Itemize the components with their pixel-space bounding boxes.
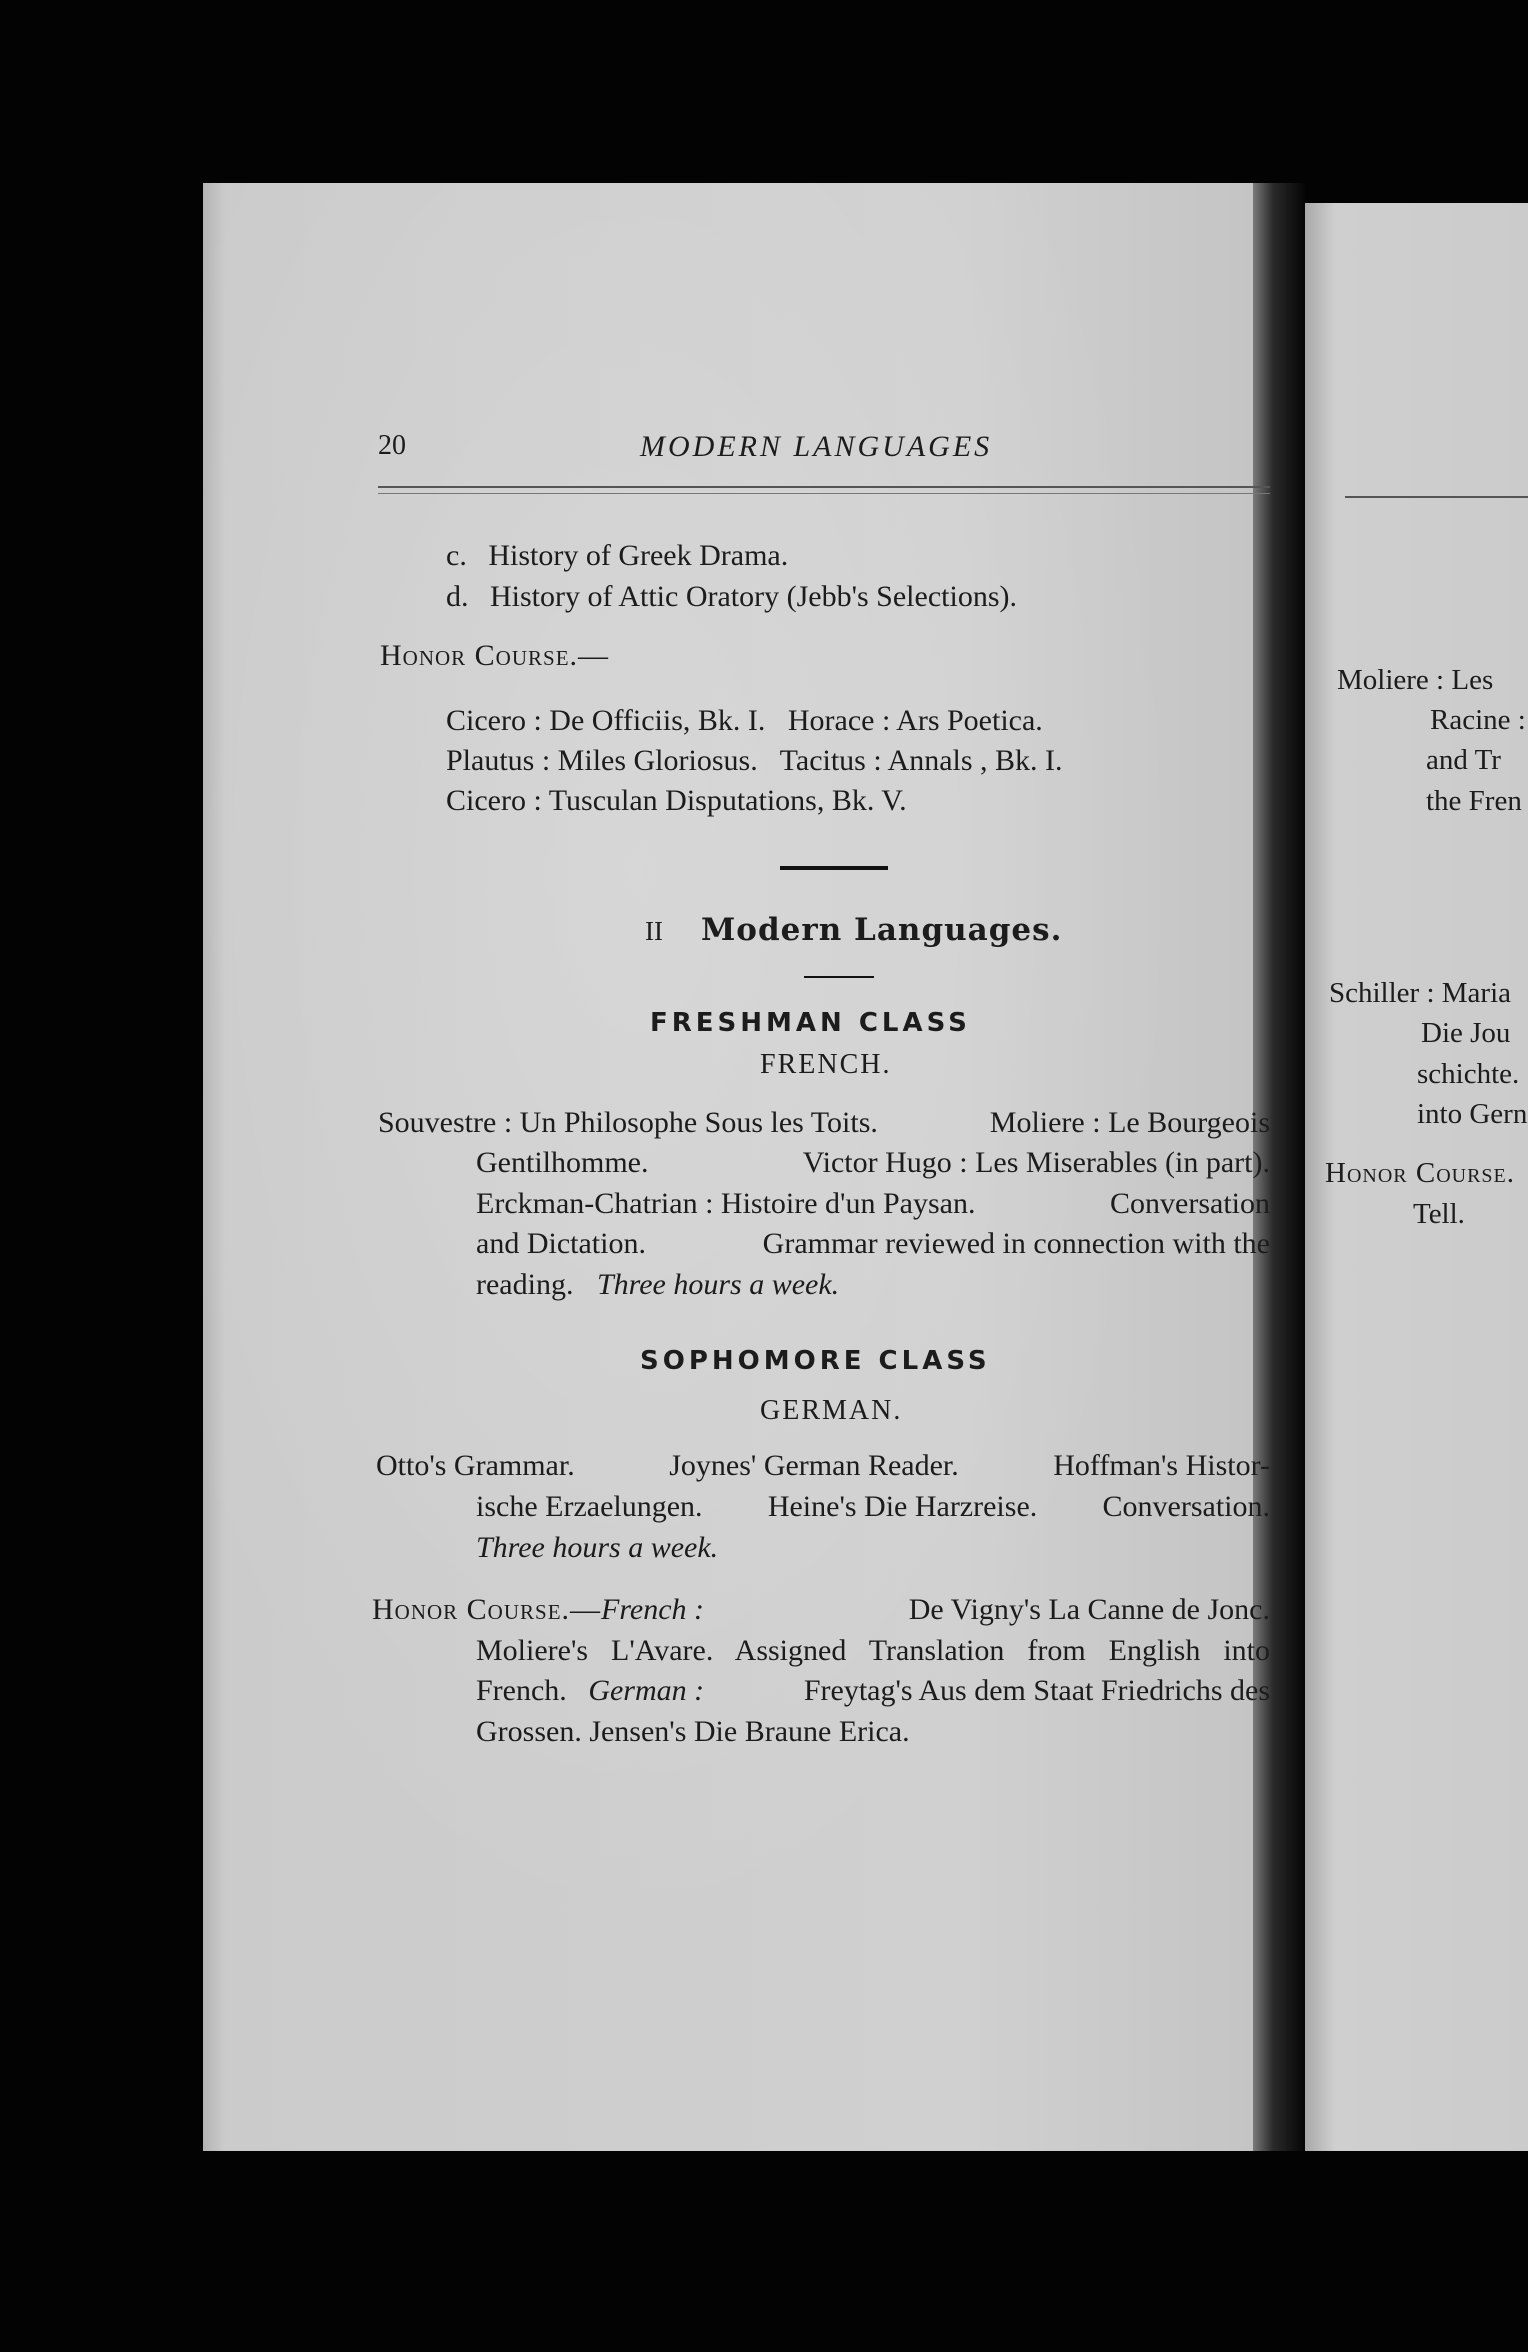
facing-line: into Gern: [1417, 1098, 1528, 1130]
hours-note: Three hours a week.: [476, 1531, 719, 1564]
facing-line: Tell.: [1413, 1198, 1465, 1230]
freshman-class-title: FRESHMAN CLASS: [650, 1008, 971, 1038]
list-item-d: [446, 582, 1017, 612]
facing-line: Schiller : Maria: [1329, 977, 1512, 1009]
section-title: Modern Languages.: [700, 912, 1063, 948]
section-heading: [645, 912, 1062, 948]
honor-course-label: Honor Course.—: [372, 1593, 602, 1626]
sophomore-language: GERMAN.: [760, 1395, 903, 1426]
list-text: History of Attic Oratory (Jebb's Selections).: [490, 580, 1017, 613]
facing-line: Die Jou: [1421, 1017, 1511, 1049]
list-item-c: [446, 541, 788, 571]
modern-honor-line: Honor Course.—French : De Vigny's La Canne de Jonc.: [372, 1593, 1270, 1626]
page-number: 20: [378, 430, 406, 461]
list-marker: c.: [446, 539, 467, 572]
section-divider: [780, 866, 888, 870]
sophomore-class-title: SOPHOMORE CLASS: [640, 1346, 991, 1376]
french-label: French :: [601, 1593, 705, 1626]
freshman-line-last: reading. Three hours a week.: [476, 1268, 840, 1301]
freshman-line: Gentilhomme. Victor Hugo : Les Miserables (in part).: [476, 1146, 1270, 1179]
modern-honor-line: French. German : Freytag's Aus dem Staat Friedrichs des: [476, 1674, 1270, 1707]
section-underline: [804, 976, 874, 978]
list-text: History of Greek Drama.: [488, 539, 789, 572]
facing-header-rule: [1345, 496, 1528, 498]
modern-honor-line: Grossen. Jensen's Die Braune Erica.: [476, 1715, 910, 1748]
freshman-line: and Dictation. Grammar reviewed in connection with the: [476, 1227, 1270, 1260]
honor-course-line: Plautus : Miles Gloriosus. Tacitus : Annals , Bk. I.: [446, 744, 1063, 777]
sophomore-line: ische Erzaelungen. Heine's Die Harzreise. Conversation.: [476, 1490, 1270, 1523]
facing-line: Moliere : Les: [1337, 664, 1494, 696]
sophomore-line: Otto's Grammar. Joynes' German Reader. Hoffman's Histor-: [376, 1449, 1270, 1482]
facing-honor-label: Honor Course.: [1325, 1157, 1516, 1189]
facing-line: Racine :: [1430, 704, 1526, 736]
modern-honor-line: Moliere's L'Avare. Assigned Translation from English into: [476, 1634, 1270, 1667]
freshman-line: Souvestre : Un Philosophe Sous les Toits. Moliere : Le Bourgeois: [378, 1106, 1270, 1139]
facing-line: the Fren: [1426, 785, 1522, 817]
section-number: II: [645, 916, 663, 946]
facing-page: [1305, 203, 1528, 2151]
list-marker: d.: [446, 580, 469, 613]
honor-course-line: Cicero : Tusculan Disputations, Bk. V.: [446, 784, 907, 817]
german-label: German :: [588, 1674, 705, 1707]
facing-line: schichte.: [1417, 1058, 1520, 1090]
freshman-line: Erckman-Chatrian : Histoire d'un Paysan. Conversation: [476, 1187, 1270, 1220]
honor-course-label: Honor Course.—: [380, 639, 610, 672]
header-rule-lower: [378, 493, 1270, 494]
hours-note: Three hours a week.: [596, 1268, 840, 1301]
facing-line: and Tr: [1426, 744, 1501, 776]
running-title: MODERN LANGUAGES: [640, 430, 993, 463]
header-rule: [378, 486, 1270, 488]
freshman-language: FRENCH.: [760, 1049, 892, 1080]
honor-course-line: Cicero : De Officiis, Bk. I. Horace : Ars Poetica.: [446, 704, 1043, 737]
